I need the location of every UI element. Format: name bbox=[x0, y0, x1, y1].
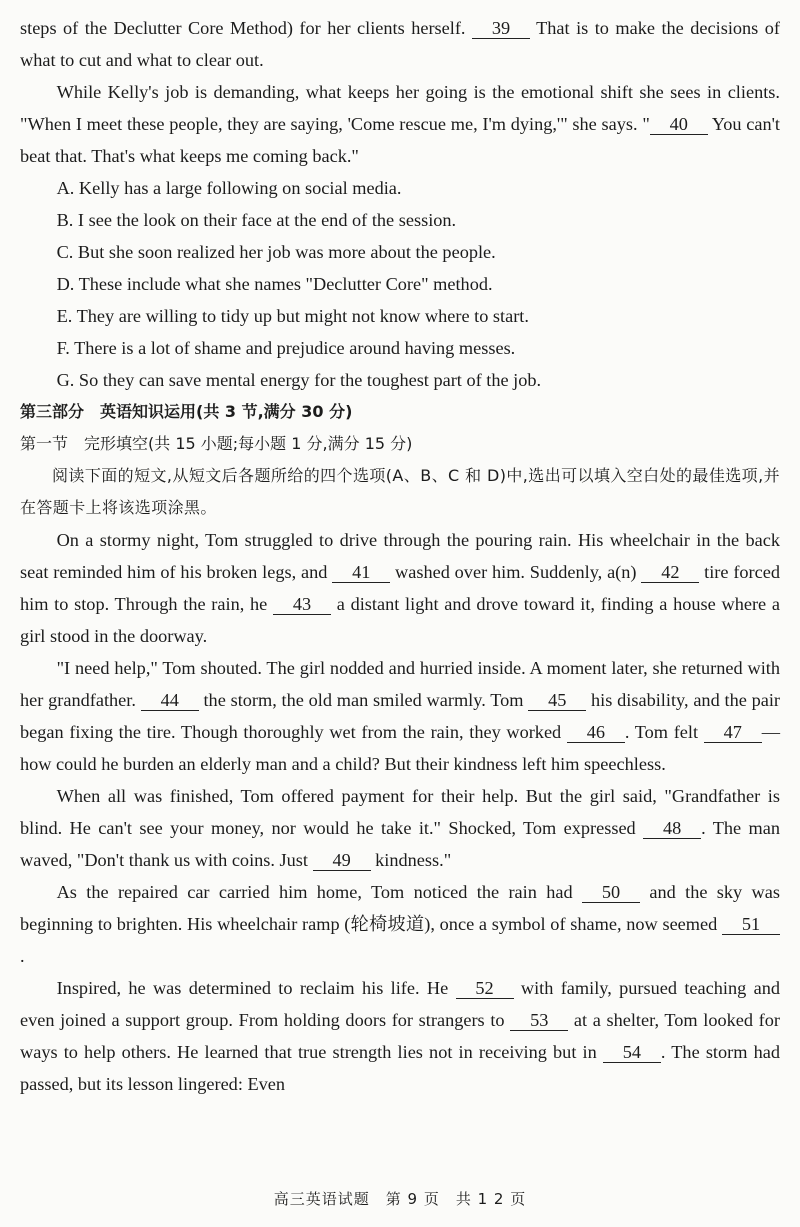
passage-paragraph bbox=[20, 972, 780, 1100]
page-footer: 高三英语试题 第 9 页 共 1 2 页 bbox=[273, 1190, 527, 1208]
answer-blank-43: 43 bbox=[273, 594, 331, 615]
text-run: . Tom felt bbox=[624, 722, 704, 742]
text-run: steps of the Declutter Core Method) for her clients herself. bbox=[20, 18, 472, 38]
answer-blank-46: 46 bbox=[567, 722, 625, 743]
text-run: his disability, and the pair began fixing the tire. Though thoroughly wet from the rain, they worked bbox=[20, 690, 781, 742]
answer-blank-45: 45 bbox=[528, 690, 586, 711]
answer-blank-39: 39 bbox=[472, 18, 530, 39]
answer-blank-54: 54 bbox=[603, 1042, 661, 1063]
text-run: kindness." bbox=[370, 850, 452, 870]
text-run: the storm, the old man smiled warmly. Tom bbox=[198, 690, 529, 710]
text-run: washed over him. Suddenly, a(n) bbox=[390, 562, 642, 582]
text-run: —how could he burden an elderly man and a child? But their kindness left him speechless. bbox=[20, 722, 780, 774]
passage-paragraph bbox=[20, 652, 780, 780]
text-run: . The storm had passed, but its lesson lingered: Even bbox=[20, 1042, 780, 1094]
option-g: G. So they can save mental energy for the toughest part of the job. bbox=[56, 370, 542, 390]
option-b: B. I see the look on their face at the end of the session. bbox=[56, 210, 457, 230]
answer-blank-41: 41 bbox=[332, 562, 390, 583]
answer-blank-42: 42 bbox=[641, 562, 699, 583]
text-run: a distant light and drove toward it, finding a house where a girl stood in the doorway. bbox=[20, 594, 780, 646]
answer-blank-48: 48 bbox=[643, 818, 701, 839]
answer-blank-49: 49 bbox=[313, 850, 371, 871]
answer-blank-50: 50 bbox=[582, 882, 640, 903]
passage-paragraph bbox=[20, 76, 780, 172]
section-title: 第一节 完形填空(共 15 小题;每小题 1 分,满分 15 分) bbox=[20, 434, 413, 453]
text-run: As the repaired car carried him home, Tom noticed the rain had bbox=[56, 882, 582, 902]
answer-blank-52: 52 bbox=[456, 978, 514, 999]
answer-blank-40: 40 bbox=[650, 114, 708, 135]
text-run: at a shelter, Tom looked for ways to help others. He learned that true strength lies not in receiving but in bbox=[20, 1010, 780, 1062]
text-run: . The man waved, "Don't thank us with coins. Just bbox=[20, 818, 780, 870]
passage-paragraph bbox=[20, 12, 780, 76]
instructions: 阅读下面的短文,从短文后各题所给的四个选项(A、B、C 和 D)中,选出可以填入空白处的最佳选项,并在答题卡上将该选项涂黑。 bbox=[20, 466, 780, 517]
passage-paragraph bbox=[20, 780, 780, 876]
text-run: . bbox=[20, 946, 25, 966]
answer-blank-47: 47 bbox=[704, 722, 762, 743]
answer-blank-44: 44 bbox=[141, 690, 199, 711]
option-d: D. These include what she names "Declutter Core" method. bbox=[56, 274, 493, 294]
passage-paragraph bbox=[20, 876, 780, 972]
passage-paragraph bbox=[20, 524, 780, 652]
text-run: Inspired, he was determined to reclaim his life. He bbox=[56, 978, 456, 998]
option-f: F. There is a lot of shame and prejudice around having messes. bbox=[56, 338, 516, 358]
part-title: 第三部分 英语知识运用(共 3 节,满分 30 分) bbox=[20, 402, 353, 421]
text-run: "I need help," Tom shouted. The girl nodded and hurried inside. A moment later, she returned with her grandfather. bbox=[20, 658, 780, 710]
text-run: and the sky was beginning to brighten. His wheelchair ramp (轮椅坡道), once a symbol of shame, now seemed bbox=[20, 882, 780, 934]
text-run: That is to make the decisions of what to cut and what to clear out. bbox=[20, 18, 780, 70]
text-run: You can't beat that. That's what keeps me coming back." bbox=[20, 114, 780, 166]
answer-blank-51: 51 bbox=[722, 914, 780, 935]
answer-blank-53: 53 bbox=[510, 1010, 568, 1031]
text-run: with family, pursued teaching and even joined a support group. From holding doors for strangers to bbox=[20, 978, 780, 1030]
text-run: On a stormy night, Tom struggled to drive through the pouring rain. His wheelchair in the back seat reminded him of his broken legs, and bbox=[20, 530, 780, 582]
option-e: E. They are willing to tidy up but might not know where to start. bbox=[56, 306, 529, 326]
option-a: A. Kelly has a large following on social media. bbox=[56, 178, 402, 198]
text-run: While Kelly's job is demanding, what keeps her going is the emotional shift she sees in clients. "When I meet these people, they are saying, 'Come rescue me, I'm dying,'" she says. " bbox=[20, 82, 780, 134]
text-run: When all was finished, Tom offered payment for their help. But the girl said, "Grandfather is blind. He can't see your money, nor would he take it." Shocked, Tom expressed bbox=[20, 786, 780, 838]
text-run: tire forced him to stop. Through the rain, he bbox=[20, 562, 781, 614]
option-c: C. But she soon realized her job was more about the people. bbox=[56, 242, 496, 262]
